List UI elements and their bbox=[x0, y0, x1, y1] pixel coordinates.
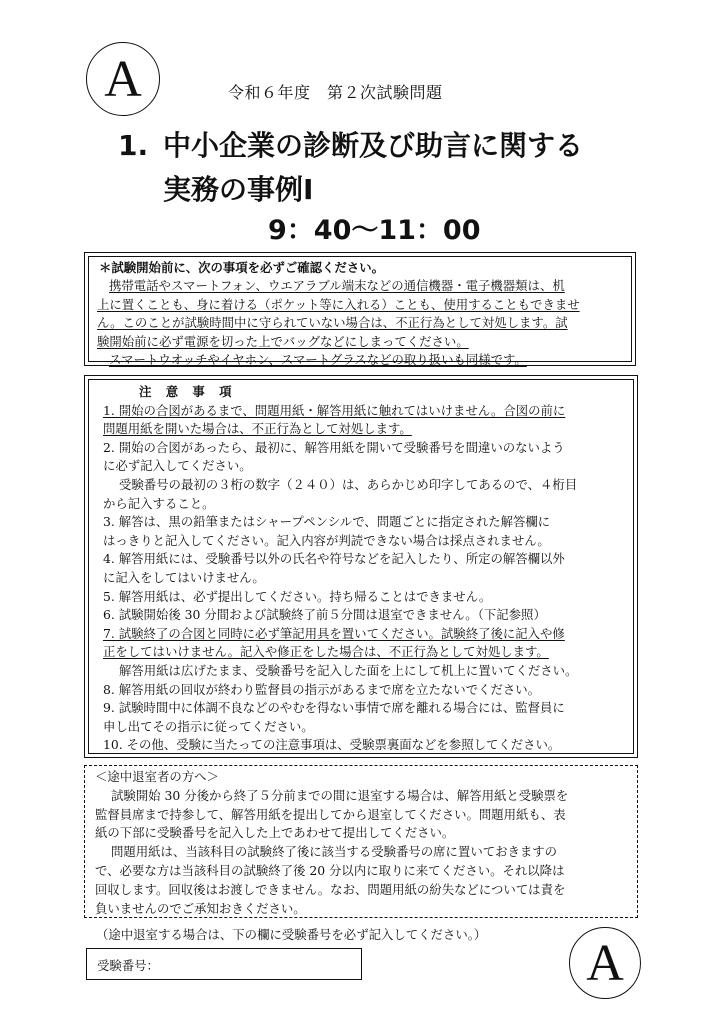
exam-number-label: 受験番号： bbox=[97, 958, 159, 973]
subject-number: 1. bbox=[118, 129, 149, 162]
early-exit-heading: ＜途中退室者の方へ＞ bbox=[95, 769, 219, 784]
precaution-line: 1. 開始の合図があるまで、問題用紙・解答用紙に触れてはいけません。合図の前に bbox=[103, 402, 566, 418]
precaution-line: 8. 解答用紙の回収が終わり監督員の指示があるまで席を立たないでください。 bbox=[103, 681, 541, 697]
precaution-line: 2. 開始の合図があったら、最初に、解答用紙を開いて受験番号を間違いのないよう bbox=[103, 439, 565, 455]
precaution-line: はっきりと記入してください。記入内容が判読できない場合は採点されません。 bbox=[103, 532, 550, 548]
a-mark-top: A bbox=[86, 42, 160, 116]
precaution-line: に記入をしてはいけません。 bbox=[103, 569, 265, 585]
device-notice-line: 上に置くことも、身に着ける（ポケット等に入れる）ことも、使用することもできませ bbox=[97, 296, 580, 312]
exam-time: 9：40〜11：00 bbox=[268, 215, 481, 246]
precaution-line: 申し出てその指示に従ってください。 bbox=[103, 718, 314, 734]
precaution-line: 4. 解答用紙には、受験番号以外の氏名や符号などを記入したり、所定の解答欄以外 bbox=[103, 551, 565, 567]
precaution-line: 6. 試験開始後 30 分間および試験終了前５分間は退室できません。（下記参照） bbox=[103, 607, 546, 623]
early-exit-line: 回収します。回収後はお渡しできません。なお、問題用紙の紛失などについては責を bbox=[95, 881, 566, 897]
exam-title: 令和６年度 第２次試験問題 bbox=[228, 83, 443, 102]
early-exit-box bbox=[84, 765, 638, 918]
precaution-line: 7. 試験終了の合図と同時に必ず筆記用具を置いてください。試験終了後に記入や修 bbox=[103, 625, 565, 641]
exam-number-note: （途中退室する場合は、下の欄に受験番号を必ず記入してください。） bbox=[96, 927, 487, 942]
a-mark-bottom: A bbox=[569, 927, 641, 999]
device-notice-line: 携帯電話やスマートフォン、ウエアラブル端末などの通信機器・電子機器類は、机 bbox=[109, 278, 565, 294]
early-exit-line: で、必要な方は当該科目の試験終了後 20 分以内に取りに来てください。それ以降は bbox=[95, 862, 565, 878]
early-exit-line: 負いませんのでご承知おきください。 bbox=[95, 900, 306, 916]
early-exit-line: 紙の下部に受験番号を記入した上であわせて提出してください。 bbox=[95, 825, 455, 841]
subject-title bbox=[118, 124, 583, 212]
precaution-line: に必ず記入してください。 bbox=[103, 458, 252, 474]
early-exit-line: 問題用紙は、当該科目の試験終了後に該当する受験番号の席に置いておきますの bbox=[111, 844, 558, 860]
device-notice-line: スマートウオッチやイヤホン、スマートグラスなどの取り扱いも同様です。 bbox=[109, 352, 527, 368]
device-notice-heading: ＊試験開始前に、次の事項を必ずご確認ください。 bbox=[99, 260, 384, 275]
precaution-line: 10. その他、受験に当たっての注意事項は、受験票裏面などを参照してください。 bbox=[103, 737, 561, 753]
early-exit-line: 監督員席まで持参して、解答用紙を提出してから退室してください。問題用紙も、表 bbox=[95, 806, 566, 822]
precaution-line: 5. 解答用紙は、必ず提出してください。持ち帰ることはできません。 bbox=[103, 588, 492, 604]
precaution-line: 問題用紙を開いた場合は、不正行為として対処します。 bbox=[103, 421, 412, 437]
device-notice-body bbox=[97, 277, 625, 369]
precaution-line: から記入すること。 bbox=[103, 495, 215, 511]
subject-line-1: 中小企業の診断及び助言に関する bbox=[163, 129, 584, 162]
device-notice-line: 験開始前に必ず電源を切った上でバッグなどにしまってください。 bbox=[97, 333, 469, 349]
exam-number-field[interactable] bbox=[86, 948, 362, 980]
early-exit-line: 試験開始 30 分後から終了５分前までの間に退室する場合は、解答用紙と受験票を bbox=[111, 787, 569, 803]
precaution-line: 9. 試験時間中に体調不良などのやむを得ない事情で席を離れる場合には、監督員に bbox=[103, 700, 565, 716]
precaution-line: 正をしてはいけません。記入や修正をした場合は、不正行為として対処します。 bbox=[103, 644, 549, 660]
precaution-line: 受験番号の最初の３桁の数字（２４０）は、あらかじめ印字してあるので、４桁目 bbox=[119, 476, 578, 492]
device-notice-box bbox=[84, 252, 636, 366]
precautions-box bbox=[84, 375, 638, 758]
device-notice-line: ん。このことが試験時間中に守られていない場合は、不正行為として対処します。試 bbox=[97, 315, 568, 331]
precautions-heading: 注 意 事 項 bbox=[139, 384, 237, 399]
precaution-line: 3. 解答は、黒の鉛筆またはシャープペンシルで、問題ごとに指定された解答欄に bbox=[103, 514, 551, 530]
subject-line-2: 実務の事例Ⅰ bbox=[163, 173, 314, 206]
precaution-line: 解答用紙は広げたまま、受験番号を記入した面を上にして机上に置いてください。 bbox=[119, 662, 578, 678]
